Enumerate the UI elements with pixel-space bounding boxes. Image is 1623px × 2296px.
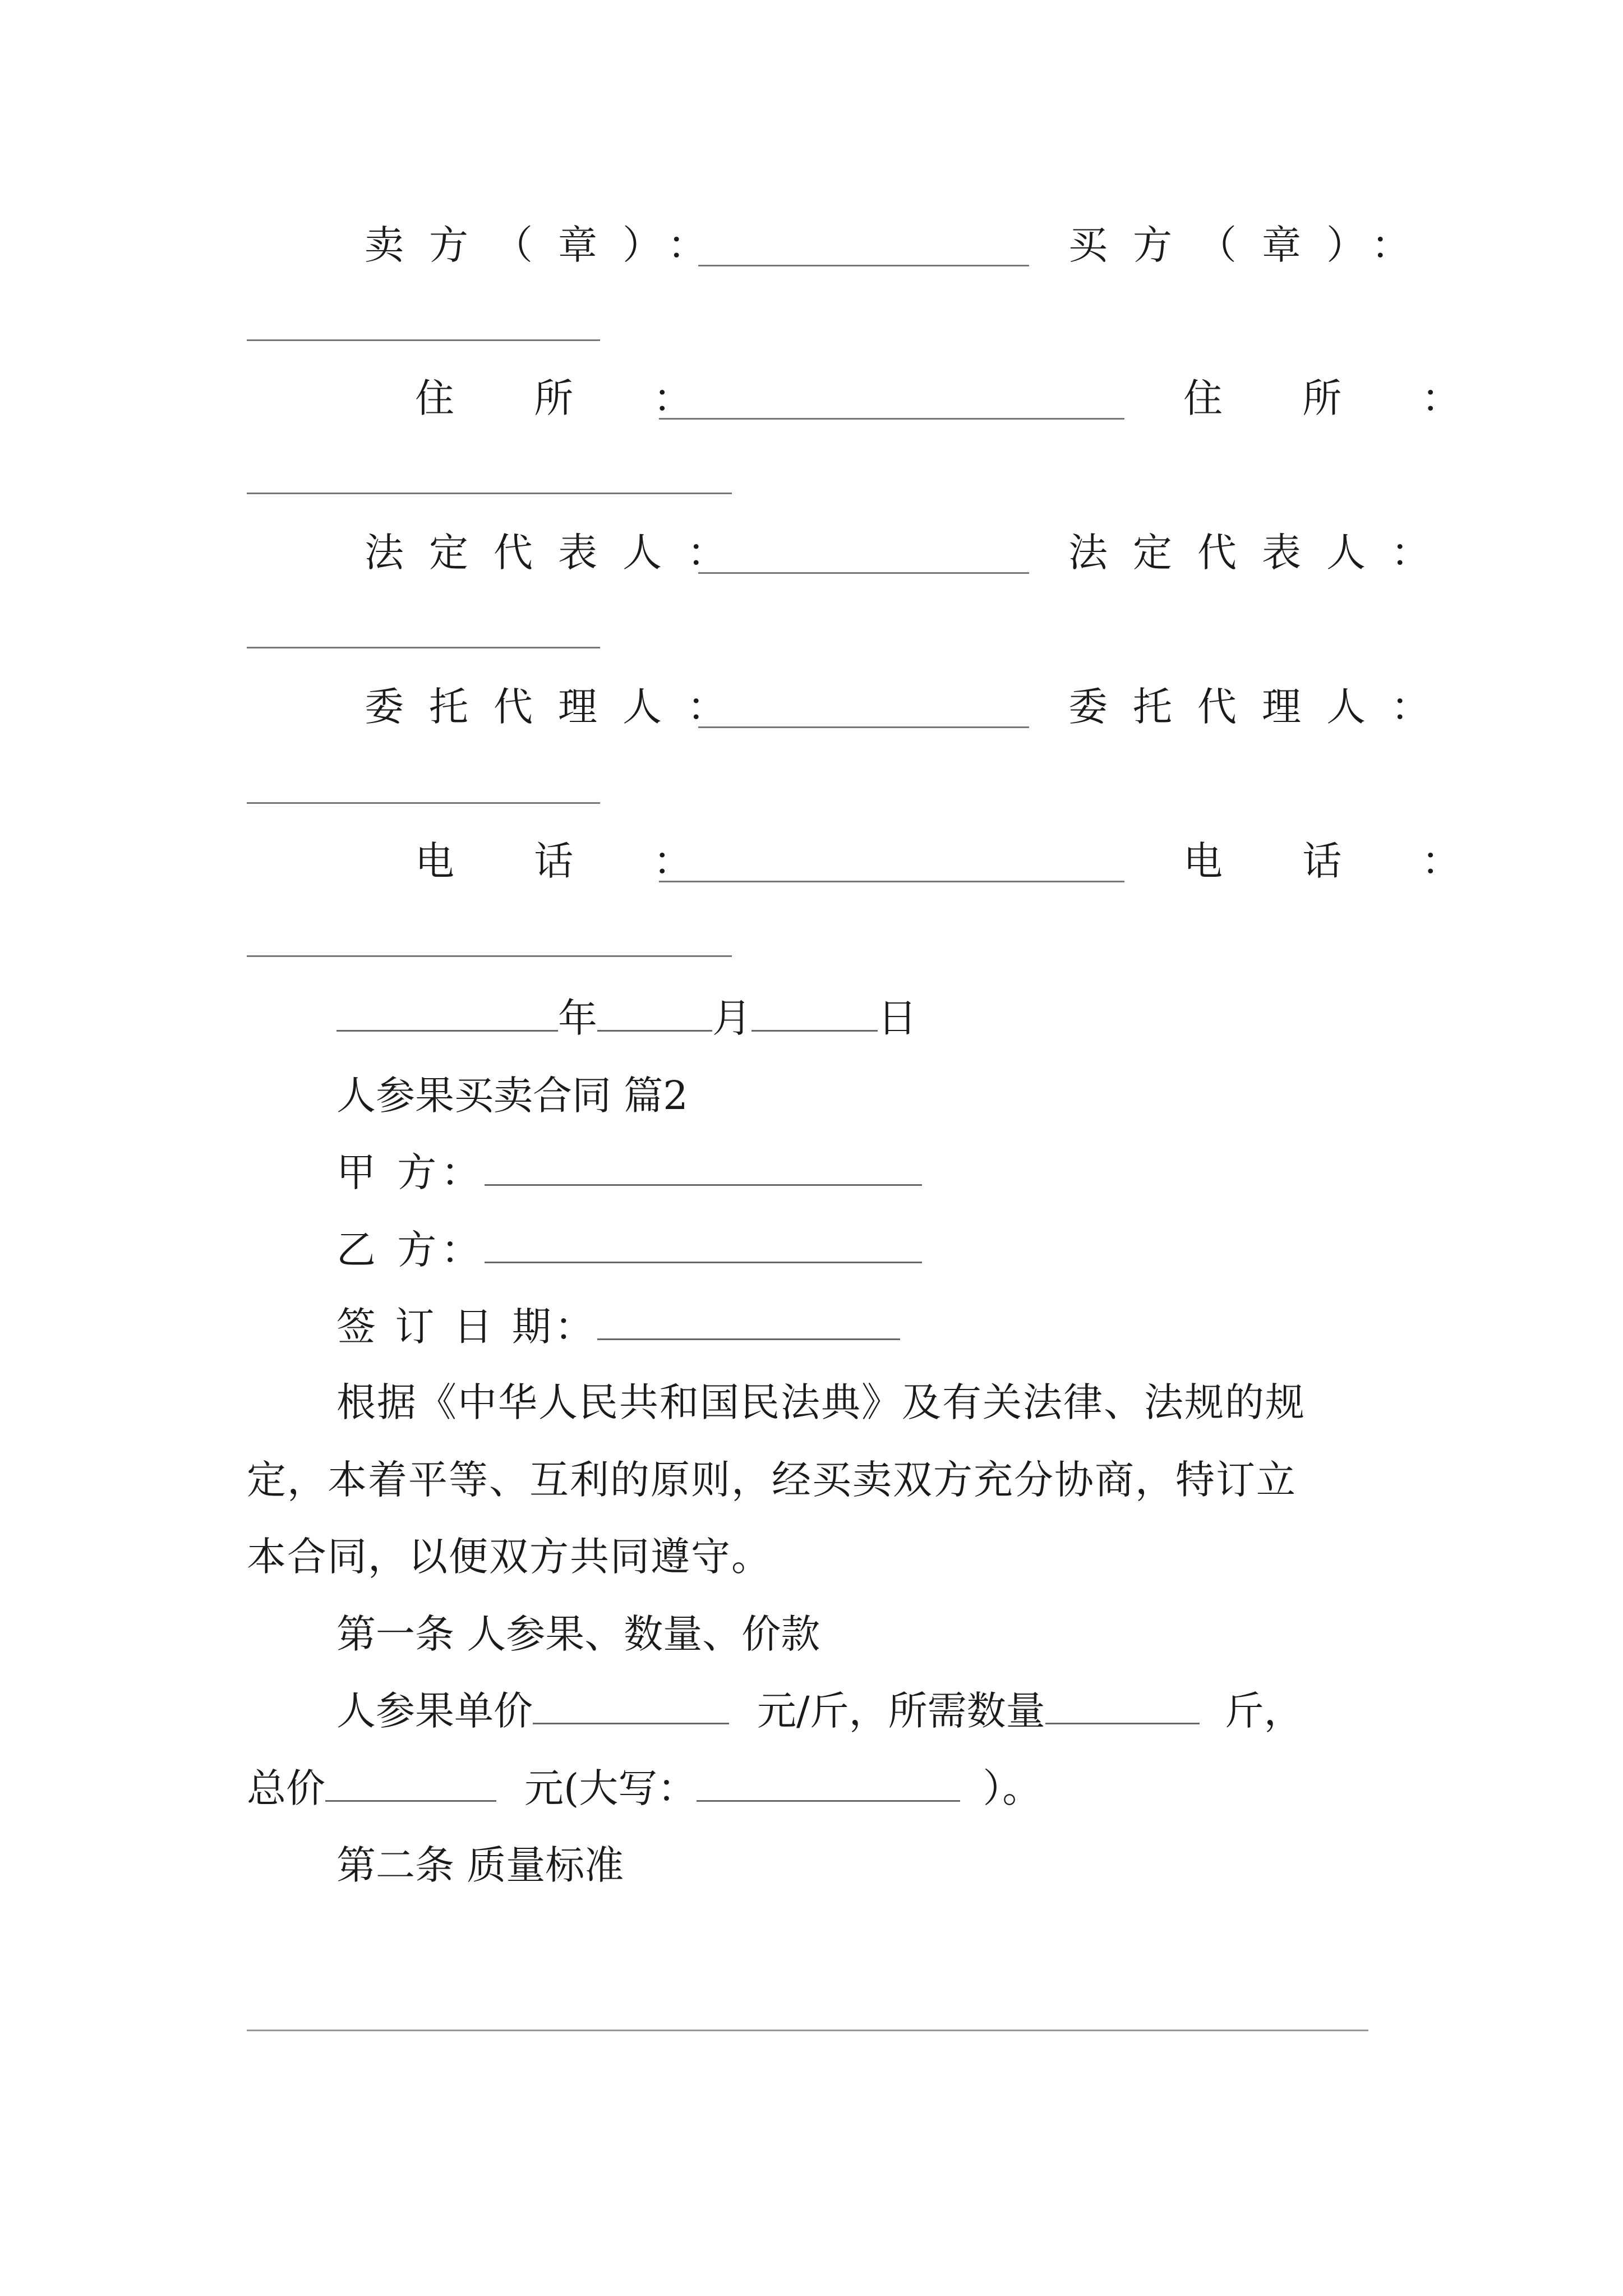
month-blank bbox=[597, 996, 712, 1032]
buyer-agent-label: 委托代理人： bbox=[1068, 684, 1455, 730]
article-1-total-line bbox=[247, 1763, 1041, 1814]
seller-seal-blank bbox=[698, 265, 1029, 266]
page-bottom-divider bbox=[247, 2030, 1368, 2031]
seller-phone-label: 电 话 ： bbox=[415, 838, 726, 884]
unit-price-label: 人参果单价 bbox=[336, 1688, 533, 1734]
seller-agent-label: 委托代理人： bbox=[365, 684, 751, 730]
buyer-address-label: 住 所 ： bbox=[1183, 375, 1495, 421]
party-b-blank bbox=[485, 1228, 922, 1263]
article-1-price-line bbox=[336, 1686, 1303, 1736]
party-a-label: 甲 方： bbox=[336, 1149, 485, 1195]
preamble-line-2: 定，本着平等、互利的原则，经买卖双方充分协商，特订立 bbox=[247, 1457, 1297, 1503]
party-a-line bbox=[336, 1147, 922, 1198]
article-2-title: 第二条 质量标准 bbox=[336, 1842, 624, 1888]
party-b-line bbox=[336, 1225, 922, 1275]
total-label: 总价 bbox=[247, 1765, 325, 1811]
total-end: ）。 bbox=[983, 1765, 1042, 1811]
buyer-agent-blank bbox=[247, 802, 600, 804]
buyer-legal-rep-label: 法定代表人： bbox=[1068, 530, 1455, 576]
signing-date-label: 签 订 日 期： bbox=[336, 1304, 597, 1350]
buyer-address-blank bbox=[247, 493, 732, 494]
month-label: 月 bbox=[712, 995, 751, 1041]
party-a-blank bbox=[485, 1151, 922, 1186]
date-line bbox=[336, 993, 917, 1043]
buyer-phone-label: 电 话 ： bbox=[1183, 838, 1495, 884]
party-b-label: 乙 方： bbox=[336, 1227, 485, 1273]
signing-date-line bbox=[336, 1301, 900, 1352]
day-blank bbox=[751, 996, 878, 1032]
buyer-phone-blank bbox=[247, 955, 732, 957]
buyer-seal-blank bbox=[247, 339, 600, 341]
buyer-legal-rep-blank bbox=[247, 647, 600, 648]
article-1-title: 第一条 人参果、数量、价款 bbox=[336, 1611, 820, 1657]
seller-address-blank bbox=[659, 418, 1124, 420]
seller-agent-blank bbox=[698, 726, 1029, 728]
day-label: 日 bbox=[878, 995, 917, 1041]
total-unit: 元(大写： bbox=[524, 1765, 697, 1811]
seller-legal-rep-label: 法定代表人： bbox=[365, 530, 751, 576]
section-title: 人参果买卖合同 篇2 bbox=[336, 1073, 688, 1119]
buyer-seal-label: 买方（章）： bbox=[1068, 222, 1436, 268]
total-blank bbox=[325, 1766, 496, 1802]
seller-address-label: 住 所 ： bbox=[415, 375, 726, 421]
total-capital-blank bbox=[697, 1766, 960, 1802]
year-blank bbox=[336, 996, 558, 1032]
preamble-line-3: 本合同，以便双方共同遵守。 bbox=[247, 1534, 772, 1580]
seller-phone-blank bbox=[659, 881, 1124, 882]
year-label: 年 bbox=[558, 995, 597, 1041]
signing-date-blank bbox=[597, 1305, 900, 1340]
seller-seal-label: 卖方（章）： bbox=[365, 222, 732, 268]
seller-legal-rep-blank bbox=[698, 572, 1029, 574]
unit-price-unit: 元/斤，所需数量 bbox=[757, 1688, 1045, 1734]
preamble-line-1: 根据《中华人民共和国民法典》及有关法律、法规的规 bbox=[336, 1379, 1306, 1425]
quantity-blank bbox=[1045, 1689, 1200, 1724]
quantity-unit: 斤， bbox=[1224, 1688, 1303, 1734]
unit-price-blank bbox=[533, 1689, 729, 1724]
